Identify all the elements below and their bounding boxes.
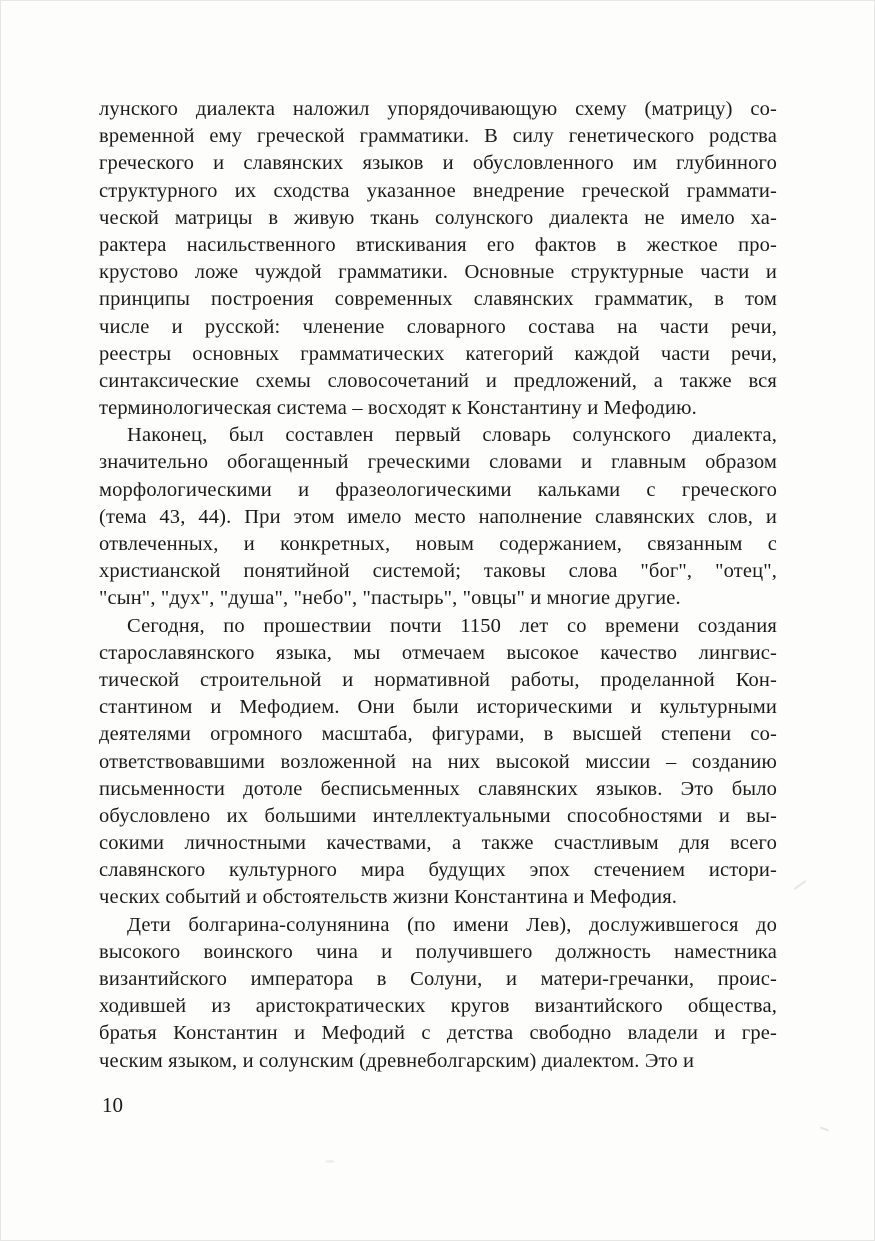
text-line: морфологическими и фразеологическими кальками с греческого: [99, 478, 777, 501]
text-line: ответствовавшими возложенной на них высокой миссии – созданию: [99, 750, 777, 773]
text-line: ческой матрицы в живую ткань солунского диалекта не имело ха-: [99, 206, 777, 229]
text-line: рактера насильственного втискивания его фактов в жесткое про-: [99, 233, 777, 256]
paragraph: [99, 422, 777, 612]
text-line: ческим языком, и солунским (древнеболгарским) диалектом. Это и: [99, 1049, 695, 1072]
text-block: [99, 96, 777, 1075]
text-line: временной ему греческой грамматики. В силу генетического родства: [99, 125, 777, 148]
text-line: стантином и Мефодием. Они были историческими и культурными: [99, 696, 777, 719]
text-line: тической строительной и нормативной работы, проделанной Кон-: [99, 668, 777, 691]
text-line: старославянского языка, мы отмечаем высокое качество лингвис-: [99, 641, 777, 664]
text-line: Наконец, был составлен первый словарь солунского диалекта,: [127, 424, 777, 447]
text-line: обусловлено их большими интеллектуальными способностями и вы-: [99, 804, 777, 827]
text-line: значительно обогащенный греческими словами и главным образом: [99, 451, 777, 474]
scan-artifact: [820, 1127, 829, 1132]
paragraph: [99, 613, 777, 912]
text-line: Сегодня, по прошествии почти 1150 лет со времени создания: [127, 614, 777, 637]
paragraph: [99, 96, 777, 422]
text-line: принципы построения современных славянских грамматик, в том: [99, 288, 777, 311]
paragraph: [99, 912, 777, 1075]
text-line: деятелями огромного масштаба, фигурами, в высшей степени со-: [99, 723, 777, 746]
text-line: ходившей из аристократических кругов византийского общества,: [99, 995, 777, 1018]
text-line: ческих событий и обстоятельств жизни Константина и Мефодия.: [99, 886, 678, 909]
text-line: византийского императора в Солуни, и матери-гречанки, проис-: [99, 968, 777, 990]
text-line: греческого и славянских языков и обусловленного им глубинного: [99, 152, 777, 175]
text-line: синтаксические схемы словосочетаний и предложений, а также вся: [99, 369, 777, 392]
text-line: высокого воинского чина и получившего должность наместника: [99, 940, 777, 963]
text-line: реестры основных грамматических категорий каждой части речи,: [99, 342, 777, 365]
scan-artifact: [325, 1160, 335, 1163]
text-line: Дети болгарина-солунянина (по имени Лев), дослужившегося до: [127, 913, 777, 936]
text-line: лунского диалекта наложил упорядочивающую схему (матрицу) со-: [99, 98, 777, 120]
text-line: числе и русской: членение словарного состава на части речи,: [99, 315, 777, 338]
text-line: структурного их сходства указанное внедрение греческой граммати-: [99, 179, 777, 202]
scan-artifact: [794, 880, 807, 890]
text-line: сокими личностными качествами, а также счастливым для всего: [99, 832, 777, 855]
text-line: братья Константин и Мефодий с детства свободно владели и гре-: [99, 1022, 777, 1045]
page-number: 10: [102, 1093, 123, 1117]
text-line: терминологическая система – восходят к Константину и Мефодию.: [99, 397, 697, 420]
text-line: отвлеченных, и конкретных, новым содержанием, связанным с: [99, 533, 777, 555]
text-line: письменности дотоле бесписьменных славянских языков. Это было: [99, 777, 777, 800]
text-line: христианской понятийной системой; таковы слова "бог", "отец",: [99, 560, 777, 583]
text-line: славянского культурного мира будущих эпох стечением истори-: [99, 859, 777, 882]
text-line: крустово ложе чуждой грамматики. Основные структурные части и: [99, 261, 777, 284]
text-line: (тема 43, 44). При этом имело место наполнение славянских слов, и: [99, 505, 777, 528]
text-line: "сын", "дух", "душа", "небо", "пастырь", "овцы" и многие другие.: [99, 587, 681, 610]
